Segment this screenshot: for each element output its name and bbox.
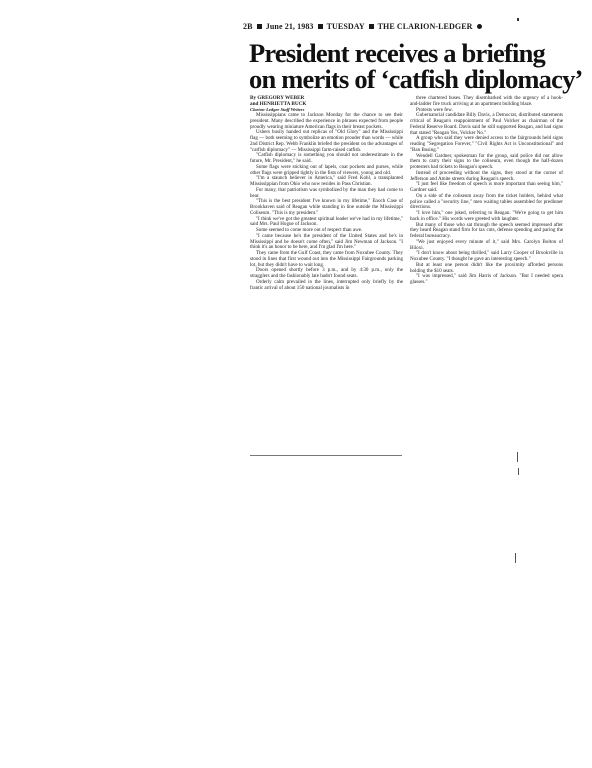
masthead-paper-name: THE CLARION-LEDGER	[377, 22, 473, 31]
article-paragraph: "I just feel like freedom of speech is more important than seeing him," Gardner said.	[410, 181, 563, 193]
masthead-page-number: 2B	[243, 22, 253, 31]
article-paragraph: "This is the best president I've known in my lifetime," Enoch Case of Brookhaven said of Reagan while standing in line outside the Mississippi Coliseum. "This is my president."	[250, 198, 403, 216]
article-paragraph: But at least one person didn't like the proximity afforded persons holding the $10 seats.	[410, 261, 563, 274]
masthead-day: TUESDAY	[326, 22, 365, 31]
article-paragraph: "I came because he's the president of the United States and he's in Mississippi and he doesn't come often," said Jim Newman of Jackson. "I think it's an honor to be here, and I'm glad I'm here."	[250, 232, 403, 251]
print-mark	[518, 468, 519, 475]
article-paragraph: Wendell Gardner, spokesman for the group, said police did not allow them to carry their signs to the coliseum, even though the half-dozen protesters had tickets to Reagan's speech.	[410, 152, 563, 170]
left-column-body	[250, 113, 403, 291]
byline-title: Clarion-Ledger Staff Writers	[250, 107, 305, 113]
print-mark	[517, 452, 518, 462]
article-paragraph: Mississippians came to Jackson Monday for the chance to see their president. Many described the experience in phrases expected from people proudly wearing miniature American flags in their breast pockets.	[250, 112, 403, 130]
masthead	[243, 22, 543, 31]
article-end-rule	[250, 455, 402, 456]
article-paragraph: Some flags were sticking out of lapels, coat pockets and purses, while other flags were gripped tightly in the fists of viewers, young and old.	[250, 163, 403, 176]
article-paragraph: "I don't know about being thrilled," said Larry Cooper of Brookville in Noxubee County. "I thought he gave an interesting speech."	[410, 250, 563, 262]
article-paragraph: Protests were few.	[416, 106, 453, 113]
article-paragraph: "We just enjoyed every minute of it," said Mrs. Carolyn Bolton of Biloxi.	[410, 238, 563, 251]
circle-bullet-icon	[477, 24, 482, 29]
right-column-body	[410, 96, 563, 286]
article-paragraph: "I was impressed," said Jim Harris of Jackson. "But I needed opera glasses."	[410, 273, 563, 285]
square-bullet-icon	[257, 24, 262, 29]
article-paragraph: On a side of the coliseum away from the ticket holders, behind what police called a "security line," men waiting tables assembled for predinner directions.	[410, 192, 563, 211]
article-paragraph: They came from the Gulf Coast, they came from Noxubee County. They stood in lines that first wound out into the Mississippi Fairgrounds parking lot, but they didn't have to wait long.	[250, 250, 403, 268]
headline-line-2: on merits of ‘catfish diplomacy’	[249, 64, 583, 94]
headline	[249, 38, 583, 94]
article-paragraph: "I love him," one joked, referring to Reagan. "We're going to get him back in office." His words were greeted with laughter.	[410, 210, 563, 222]
article-paragraph: three chartered buses. They disembarked with the urgency of a hook-and-ladder fire truck arriving at an apartment building blaze.	[410, 95, 563, 107]
article-paragraph: "I'm a staunch believer in America," said Fred Kohl, a transplanted Mississippian from Ohio who now resides in Pass Christian.	[250, 175, 403, 188]
article-paragraph: Doors opened shortly before 3 p.m., and by 4:30 p.m., only the stragglers and the fashionably late hadn't found seats.	[250, 267, 403, 280]
square-bullet-icon	[318, 24, 323, 29]
article-column-right	[410, 96, 563, 286]
print-speck	[517, 18, 519, 21]
masthead-date: June 21, 1983	[265, 22, 314, 31]
article-paragraph: Instead of proceeding without the signs, they stood at the corner of Jefferson and Amite streets during Reagan's speech.	[410, 169, 563, 182]
print-mark	[515, 553, 516, 563]
article-paragraph: Orderly calm prevailed in the lines, interrupted only briefly by the frantic arrival of about 150 national journalists in	[250, 278, 403, 291]
byline-author-1: By GREGORY WEBER	[250, 95, 305, 101]
article-paragraph: For many, that patriotism was symbolized by the man they had come to hear.	[250, 186, 403, 199]
article-paragraph: But many of those who sat through the speech seemed impressed after they heard Reagan stand firm for tax cuts, defense spending and paring the federal bureaucracy.	[410, 221, 563, 239]
article-paragraph: "I think we've got the greatest spiritual leader we've had in my lifetime," said Mrs. Paul Hogue of Jackson.	[250, 215, 403, 228]
article-column-left	[250, 96, 403, 291]
article-paragraph: A group who said they were denied access to the fairgrounds held signs reading "Segregation Forever," "Civil Rights Act is Unconstitutional" and "Ban Busing."	[410, 135, 563, 153]
article-paragraph: Gubernatorial candidate Billy Davis, a Democrat, distributed statements critical of Reagan's reappointment of Paul Volcker as chairman of the Federal Reserve Board. Davis said he still supported Reagan, and had signs that stated "Reagan Yes, Volcker No."	[410, 112, 563, 136]
article-paragraph: Ushers busily handed out replicas of "Old Glory" and the Mississippi flag — both seeming to symbolize an emotion prouder than words — while 2nd District Rep. Webb Franklin briefed the president on the advantages of "catfish diplomacy" — Mississippi farm-raised catfish.	[250, 129, 403, 153]
square-bullet-icon	[369, 24, 374, 29]
byline-author-2: and HENRIETTA BUCK	[250, 100, 307, 107]
article-paragraph: "Catfish diplomacy is something you should not underestimate in the future, Mr. President," he said.	[250, 152, 403, 165]
headline-line-1: President receives a briefing	[249, 38, 545, 68]
article-paragraph: Some seemed to come more out of respect than awe.	[256, 227, 363, 234]
